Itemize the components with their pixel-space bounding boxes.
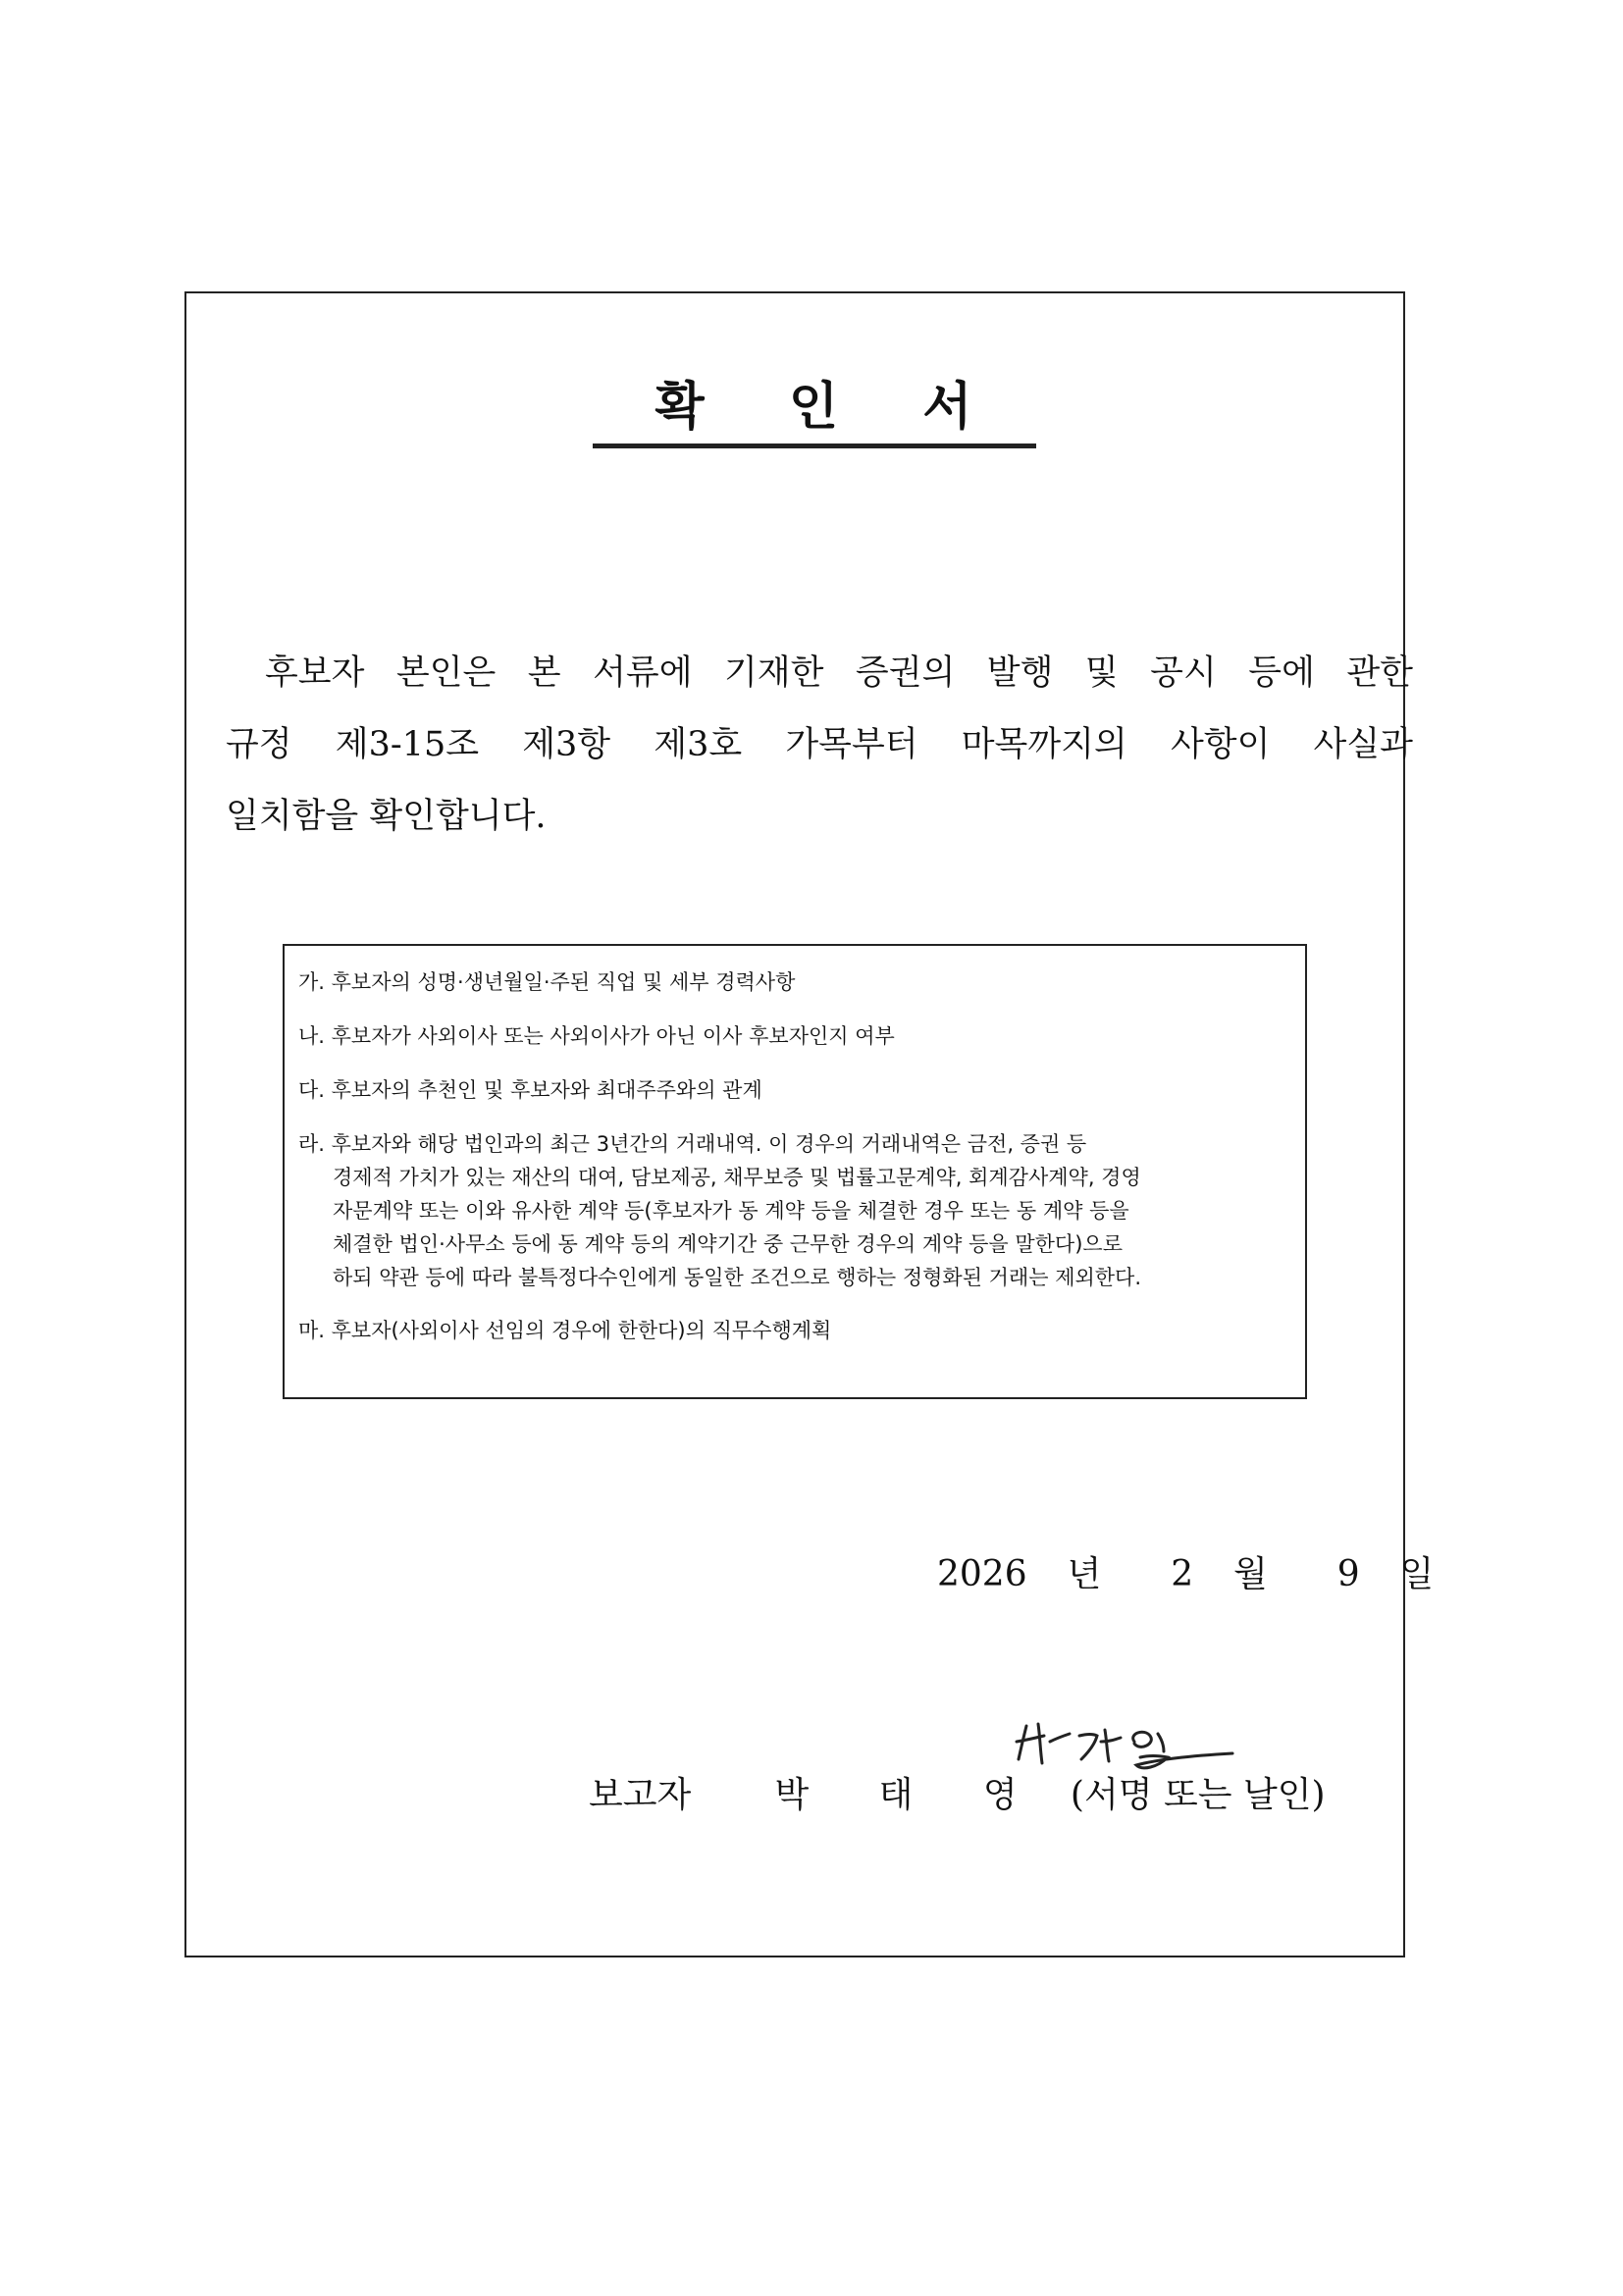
date-year: 2026 [937, 1554, 1027, 1594]
reporter-role: 보고자 [589, 1775, 692, 1815]
list-item-da [298, 1073, 1287, 1108]
date-year-unit: 년 [1067, 1554, 1102, 1594]
date-month: 2 [1171, 1554, 1194, 1594]
list-item-ma [298, 1314, 1287, 1348]
list-item-ga [298, 965, 1287, 1000]
title-underline [593, 444, 1036, 448]
reporter-line [589, 1771, 1326, 1820]
list-item-line: 자문계약 또는 이와 유사한 계약 등(후보자가 동 계약 등을 체결한 경우 또는 동 계약 등을 [333, 1199, 1129, 1223]
date-day: 9 [1336, 1554, 1360, 1594]
document-title: 확 인 서 [654, 378, 1006, 437]
signature-note: (서명 또는 날인) [1070, 1775, 1326, 1815]
list-item-line: 가. 후보자의 성명·생년월일·주된 직업 및 세부 경력사항 [298, 970, 796, 994]
list-item-line: 마. 후보자(사외이사 선임의 경우에 한한다)의 직무수행계획 [298, 1319, 832, 1342]
list-item-line: 라. 후보자와 해당 법인과의 최근 3년간의 거래내역. 이 경우의 거래내역은 금전, 증권 등 [298, 1132, 1087, 1156]
list-item-line: 나. 후보자가 사외이사 또는 사외이사가 아닌 이사 후보자인지 여부 [298, 1024, 895, 1048]
list-item-na [298, 1019, 1287, 1054]
statement-line-3: 일치함을 확인합니다. [226, 797, 547, 836]
confirmation-statement [226, 638, 1413, 853]
list-item-line: 체결한 법인·사무소 등에 동 계약 등의 계약기간 중 근무한 경우의 계약 등을 말한다)으로 [333, 1232, 1123, 1256]
statement-line-1: 후보자 본인은 본 서류에 기재한 증권의 발행 및 공시 등에 관한 [265, 653, 1413, 693]
list-item-line: 다. 후보자의 추천인 및 후보자와 최대주주와의 관계 [298, 1078, 762, 1102]
statement-line-2: 규정 제3-15조 제3항 제3호 가목부터 마목까지의 사항이 사실과 [226, 725, 1413, 764]
list-item-line: 경제적 가치가 있는 재산의 대여, 담보제공, 채무보증 및 법률고문계약, 회계감사계약, 경영 [333, 1166, 1141, 1189]
document-date [937, 1550, 1434, 1599]
list-item-ra [298, 1127, 1287, 1294]
date-day-unit: 일 [1399, 1554, 1435, 1594]
date-month-unit: 월 [1233, 1554, 1268, 1594]
list-item-line: 하되 약관 등에 따라 불특정다수인에게 동일한 조건으로 행하는 정형화된 거래는 제외한다. [333, 1266, 1142, 1289]
items-box [283, 944, 1307, 1399]
reporter-name: 박 태 영 [774, 1775, 1047, 1815]
